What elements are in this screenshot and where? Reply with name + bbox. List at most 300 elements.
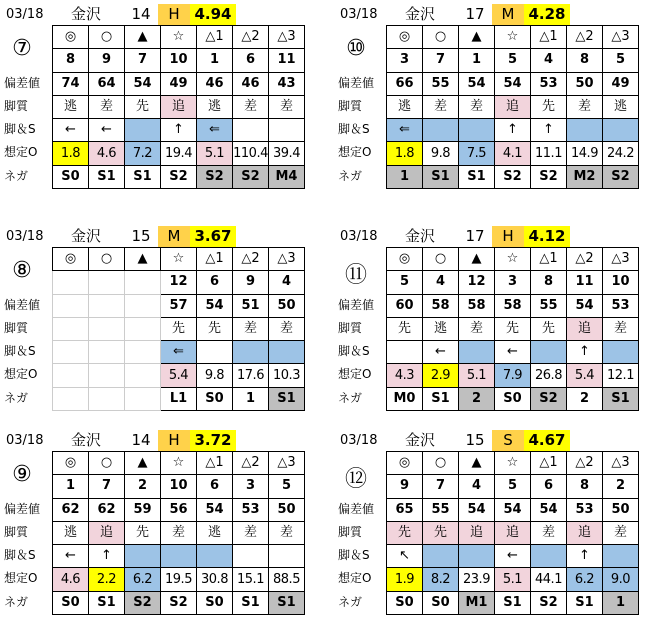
num-cell: 11 — [567, 271, 603, 294]
style-cell: 差 — [603, 317, 639, 340]
mark-cell: ○ — [89, 26, 125, 49]
race-number: ⑫ — [344, 467, 367, 492]
dev-cell: 50 — [603, 498, 639, 521]
dev-cell — [125, 294, 161, 317]
odds-cell: 6.2 — [567, 568, 603, 591]
style-cell: 差 — [423, 95, 459, 118]
odds-cell: 9.8 — [423, 142, 459, 165]
num-cell: 3 — [233, 475, 269, 498]
arrow-cell: ⇐ — [387, 119, 423, 142]
arrow-cell — [269, 341, 305, 364]
num-cell: 9 — [89, 49, 125, 72]
mark-cell: ▲ — [459, 26, 495, 49]
num-cell: 6 — [197, 271, 233, 294]
mark-cell: ○ — [423, 452, 459, 475]
num-cell: 3 — [495, 271, 531, 294]
arrow-cell — [125, 545, 161, 568]
mark-cell: △1 — [531, 248, 567, 271]
num-cell: 2 — [125, 475, 161, 498]
race-venue: 金沢 — [70, 227, 101, 245]
style-cell: 逃 — [387, 95, 423, 118]
num-cell: 5 — [603, 49, 639, 72]
style-cell — [53, 317, 89, 340]
row-label-style: 脚質 — [4, 320, 29, 335]
odds-cell: 8.2 — [423, 568, 459, 591]
mark-cell: ○ — [423, 248, 459, 271]
row-labels — [336, 25, 386, 188]
race-block-12 — [336, 430, 666, 638]
row-label-marks — [2, 451, 52, 474]
race-index-value: 4.12 — [524, 226, 570, 247]
dev-cell: 49 — [161, 72, 197, 95]
marks-row — [53, 248, 305, 271]
nega-cell: S1 — [89, 591, 125, 614]
arrow-cell — [387, 341, 423, 364]
style-cell — [89, 317, 125, 340]
odds-cell: 17.6 — [233, 364, 269, 387]
nega-cell: S2 — [233, 165, 269, 188]
nums-row — [53, 475, 305, 498]
race-venue: 金沢 — [70, 5, 101, 23]
arrow-cell — [423, 545, 459, 568]
mark-cell: △3 — [269, 26, 305, 49]
num-cell: 8 — [567, 49, 603, 72]
odds-row — [53, 568, 305, 591]
row-label-nega: ネガ — [338, 390, 363, 405]
nega-cell: S1 — [233, 591, 269, 614]
race-track-condition: H — [492, 226, 524, 247]
arrow-row — [53, 119, 305, 142]
odds-cell: 2.9 — [423, 364, 459, 387]
mark-cell: △1 — [531, 452, 567, 475]
style-row — [387, 317, 639, 340]
num-cell: 10 — [161, 49, 197, 72]
num-cell: 6 — [197, 475, 233, 498]
odds-cell: 26.8 — [531, 364, 567, 387]
row-label-odds: 想定O — [338, 571, 372, 586]
style-cell: 逃 — [53, 521, 89, 544]
style-cell: 先 — [387, 521, 423, 544]
style-cell: 差 — [233, 317, 269, 340]
race-venue: 金沢 — [404, 227, 435, 245]
row-labels — [336, 247, 386, 410]
marks-row — [387, 26, 639, 49]
nums-row — [387, 475, 639, 498]
nega-cell — [125, 387, 161, 410]
race-track-condition: H — [158, 4, 190, 25]
race-date: 03/18 — [340, 433, 378, 448]
style-row — [53, 95, 305, 118]
odds-cell: 19.5 — [161, 568, 197, 591]
race-table — [386, 247, 639, 411]
arrow-cell — [125, 341, 161, 364]
arrow-cell: ↑ — [161, 119, 197, 142]
dev-cell: 49 — [603, 72, 639, 95]
race-number: ⑪ — [344, 263, 367, 288]
arrow-cell: ↑ — [89, 545, 125, 568]
style-row — [387, 521, 639, 544]
row-label-odds: 想定O — [4, 367, 38, 382]
odds-cell: 5.1 — [459, 364, 495, 387]
num-cell: 9 — [387, 475, 423, 498]
num-cell: 10 — [161, 475, 197, 498]
odds-cell — [89, 364, 125, 387]
dev-cell: 58 — [423, 294, 459, 317]
mark-cell: △3 — [603, 26, 639, 49]
nega-cell: S2 — [531, 387, 567, 410]
odds-cell — [53, 364, 89, 387]
dev-cell: 62 — [89, 498, 125, 521]
mark-cell: ○ — [423, 26, 459, 49]
dev-cell: 74 — [53, 72, 89, 95]
odds-row — [387, 568, 639, 591]
dev-cell: 46 — [233, 72, 269, 95]
nums-row — [387, 271, 639, 294]
row-label-nums — [336, 270, 386, 293]
odds-cell: 7.5 — [459, 142, 495, 165]
nums-row — [53, 271, 305, 294]
race-horse-count: 14 — [131, 431, 151, 449]
race-table — [52, 451, 305, 615]
arrow-row — [387, 545, 639, 568]
row-label-style: 脚質 — [4, 98, 29, 113]
race-block-7 — [2, 4, 332, 212]
style-cell: 先 — [495, 317, 531, 340]
arrow-cell — [161, 545, 197, 568]
arrow-cell — [197, 341, 233, 364]
mark-cell: △3 — [603, 248, 639, 271]
style-cell: 追 — [495, 95, 531, 118]
dev-cell: 50 — [269, 498, 305, 521]
mark-cell: ◎ — [53, 452, 89, 475]
nega-cell: S1 — [423, 165, 459, 188]
arrow-cell — [89, 341, 125, 364]
nega-row — [387, 387, 639, 410]
race-date: 03/18 — [340, 229, 378, 244]
mark-cell: △1 — [531, 26, 567, 49]
row-labels — [336, 451, 386, 614]
dev-row — [53, 72, 305, 95]
marks-row — [387, 248, 639, 271]
mark-cell: △2 — [567, 248, 603, 271]
odds-row — [53, 142, 305, 165]
race-date: 03/18 — [6, 433, 44, 448]
row-label-style: 脚質 — [338, 98, 363, 113]
nega-cell — [89, 387, 125, 410]
arrow-cell: ← — [53, 119, 89, 142]
num-cell: 8 — [53, 49, 89, 72]
race-index-value: 4.28 — [524, 4, 570, 25]
num-cell: 4 — [423, 271, 459, 294]
odds-cell: 4.6 — [89, 142, 125, 165]
style-cell: 差 — [459, 95, 495, 118]
mark-cell: ▲ — [459, 452, 495, 475]
arrow-cell — [603, 341, 639, 364]
nega-cell — [53, 387, 89, 410]
row-label-dev: 偏差値 — [338, 75, 375, 90]
nega-cell: 1 — [603, 591, 639, 614]
nega-cell: M2 — [567, 165, 603, 188]
nega-row — [53, 165, 305, 188]
nega-cell: S2 — [125, 591, 161, 614]
odds-cell: 10.3 — [269, 364, 305, 387]
num-cell: 5 — [387, 271, 423, 294]
num-cell: 8 — [567, 475, 603, 498]
odds-cell: 5.4 — [567, 364, 603, 387]
arrow-cell: ← — [423, 341, 459, 364]
race-block-10 — [336, 4, 666, 212]
nega-cell: S1 — [269, 591, 305, 614]
style-cell: 差 — [233, 95, 269, 118]
arrow-cell — [459, 545, 495, 568]
style-cell: 先 — [125, 521, 161, 544]
dev-cell: 54 — [495, 72, 531, 95]
style-cell: 差 — [269, 317, 305, 340]
style-cell: 先 — [125, 95, 161, 118]
arrow-cell — [197, 545, 233, 568]
row-label-marks — [2, 247, 52, 270]
mark-cell: ▲ — [459, 248, 495, 271]
arrow-cell — [459, 341, 495, 364]
odds-cell: 1.8 — [53, 142, 89, 165]
style-cell: 先 — [423, 521, 459, 544]
race-horse-count: 15 — [465, 431, 485, 449]
dev-cell: 58 — [459, 294, 495, 317]
odds-cell: 110.4 — [233, 142, 269, 165]
style-cell: 差 — [269, 521, 305, 544]
num-cell: 9 — [233, 271, 269, 294]
row-label-nums — [2, 270, 52, 293]
mark-cell: ☆ — [161, 26, 197, 49]
row-label-nega: ネガ — [338, 594, 363, 609]
dev-cell: 54 — [459, 72, 495, 95]
race-table — [386, 25, 639, 189]
dev-row — [387, 498, 639, 521]
dev-cell: 54 — [125, 72, 161, 95]
odds-cell: 5.4 — [161, 364, 197, 387]
style-cell: 差 — [603, 521, 639, 544]
row-label-nums — [2, 48, 52, 71]
dev-row — [53, 294, 305, 317]
race-block-8 — [2, 226, 332, 434]
style-cell: 追 — [495, 521, 531, 544]
race-date: 03/18 — [6, 7, 44, 22]
style-cell: 追 — [161, 95, 197, 118]
odds-cell: 9.0 — [603, 568, 639, 591]
arrow-cell: ↑ — [531, 119, 567, 142]
odds-cell — [125, 364, 161, 387]
dev-cell: 50 — [567, 72, 603, 95]
mark-cell: △2 — [567, 26, 603, 49]
nega-cell: S0 — [423, 591, 459, 614]
arrow-cell — [233, 341, 269, 364]
mark-cell: △1 — [197, 26, 233, 49]
nega-cell: S0 — [197, 387, 233, 410]
odds-row — [387, 142, 639, 165]
race-table — [52, 25, 305, 189]
nega-cell: S1 — [89, 165, 125, 188]
mark-cell: △2 — [567, 452, 603, 475]
arrow-cell: ← — [495, 545, 531, 568]
arrow-row — [53, 341, 305, 364]
style-cell: 先 — [161, 317, 197, 340]
nega-cell: S1 — [603, 387, 639, 410]
style-cell: 差 — [459, 317, 495, 340]
arrow-cell: ← — [89, 119, 125, 142]
dev-cell: 53 — [567, 498, 603, 521]
dev-cell: 66 — [387, 72, 423, 95]
style-cell: 追 — [567, 317, 603, 340]
nega-cell: S0 — [197, 591, 233, 614]
num-cell: 5 — [269, 475, 305, 498]
race-track-condition: H — [158, 430, 190, 451]
race-block-9 — [2, 430, 332, 638]
num-cell: 5 — [495, 475, 531, 498]
row-label-nega: ネガ — [4, 168, 29, 183]
mark-cell: ◎ — [53, 26, 89, 49]
odds-cell: 24.2 — [603, 142, 639, 165]
race-index-value: 3.67 — [190, 226, 236, 247]
num-cell: 6 — [233, 49, 269, 72]
arrow-cell — [233, 545, 269, 568]
nega-cell: 2 — [567, 387, 603, 410]
row-label-leg: 脚＆S — [4, 344, 36, 359]
dev-cell: 65 — [387, 498, 423, 521]
mark-cell: ▲ — [125, 26, 161, 49]
arrow-cell — [233, 119, 269, 142]
num-cell: 5 — [495, 49, 531, 72]
row-label-odds: 想定O — [4, 145, 38, 160]
nega-cell: S1 — [423, 387, 459, 410]
arrow-cell — [125, 119, 161, 142]
arrow-cell — [603, 545, 639, 568]
row-labels — [2, 451, 52, 614]
dev-cell: 55 — [531, 294, 567, 317]
odds-cell: 4.1 — [495, 142, 531, 165]
race-venue: 金沢 — [404, 5, 435, 23]
nega-cell: S2 — [531, 165, 567, 188]
race-date: 03/18 — [6, 229, 44, 244]
arrow-cell — [567, 119, 603, 142]
mark-cell: ▲ — [125, 452, 161, 475]
mark-cell: ◎ — [53, 248, 89, 271]
nega-cell: S1 — [495, 591, 531, 614]
race-horse-count: 17 — [465, 227, 485, 245]
odds-cell: 39.4 — [269, 142, 305, 165]
row-labels — [2, 25, 52, 188]
odds-cell: 2.2 — [89, 568, 125, 591]
dev-cell: 54 — [495, 498, 531, 521]
dev-cell: 53 — [531, 72, 567, 95]
row-label-leg: 脚＆S — [338, 122, 370, 137]
num-cell — [89, 271, 125, 294]
dev-cell: 46 — [197, 72, 233, 95]
nega-cell: S0 — [495, 387, 531, 410]
style-cell: 先 — [531, 317, 567, 340]
nega-cell: 1 — [387, 165, 423, 188]
marks-row — [387, 452, 639, 475]
num-cell: 8 — [531, 271, 567, 294]
style-cell: 差 — [233, 521, 269, 544]
row-label-leg: 脚＆S — [4, 548, 36, 563]
odds-cell: 4.3 — [387, 364, 423, 387]
arrow-row — [387, 341, 639, 364]
marks-row — [53, 452, 305, 475]
dev-cell: 54 — [197, 294, 233, 317]
odds-cell: 14.9 — [567, 142, 603, 165]
odds-cell: 30.8 — [197, 568, 233, 591]
num-cell: 12 — [161, 271, 197, 294]
row-label-dev: 偏差値 — [4, 501, 41, 516]
arrow-cell: ← — [495, 341, 531, 364]
row-label-dev: 偏差値 — [338, 501, 375, 516]
odds-cell: 5.1 — [495, 568, 531, 591]
race-date: 03/18 — [340, 7, 378, 22]
mark-cell: ☆ — [161, 248, 197, 271]
row-label-nega: ネガ — [338, 168, 363, 183]
dev-cell: 54 — [531, 498, 567, 521]
dev-row — [387, 72, 639, 95]
nega-cell: S2 — [161, 591, 197, 614]
race-track-condition: S — [492, 430, 524, 451]
style-cell: 逃 — [423, 317, 459, 340]
mark-cell: △2 — [233, 248, 269, 271]
num-cell — [53, 271, 89, 294]
mark-cell: △3 — [269, 452, 305, 475]
style-cell: 逃 — [603, 95, 639, 118]
mark-cell: ○ — [89, 248, 125, 271]
odds-row — [387, 364, 639, 387]
odds-cell: 12.1 — [603, 364, 639, 387]
style-cell: 差 — [567, 95, 603, 118]
nega-cell: S0 — [53, 165, 89, 188]
style-cell — [125, 317, 161, 340]
race-horse-count: 17 — [465, 5, 485, 23]
mark-cell: △1 — [197, 248, 233, 271]
nums-row — [53, 49, 305, 72]
row-label-style: 脚質 — [338, 320, 363, 335]
style-cell: 差 — [269, 95, 305, 118]
dev-cell: 51 — [233, 294, 269, 317]
odds-cell: 9.8 — [197, 364, 233, 387]
row-label-dev: 偏差値 — [4, 75, 41, 90]
row-labels — [2, 247, 52, 410]
odds-cell: 1.9 — [387, 568, 423, 591]
nega-cell: L1 — [161, 387, 197, 410]
num-cell: 4 — [531, 49, 567, 72]
race-table — [386, 451, 639, 615]
mark-cell: ◎ — [387, 452, 423, 475]
odds-cell: 5.1 — [197, 142, 233, 165]
dev-cell: 59 — [125, 498, 161, 521]
dev-cell: 54 — [197, 498, 233, 521]
row-label-style: 脚質 — [338, 524, 363, 539]
nega-cell: S2 — [603, 165, 639, 188]
nega-cell: 2 — [459, 387, 495, 410]
style-row — [53, 521, 305, 544]
dev-cell: 55 — [423, 498, 459, 521]
arrow-row — [53, 545, 305, 568]
nums-row — [387, 49, 639, 72]
dev-cell: 53 — [233, 498, 269, 521]
style-cell: 逃 — [197, 521, 233, 544]
nega-row — [53, 387, 305, 410]
style-cell: 逃 — [197, 95, 233, 118]
num-cell: 1 — [197, 49, 233, 72]
dev-row — [53, 498, 305, 521]
row-label-nega: ネガ — [4, 594, 29, 609]
row-label-style: 脚質 — [4, 524, 29, 539]
